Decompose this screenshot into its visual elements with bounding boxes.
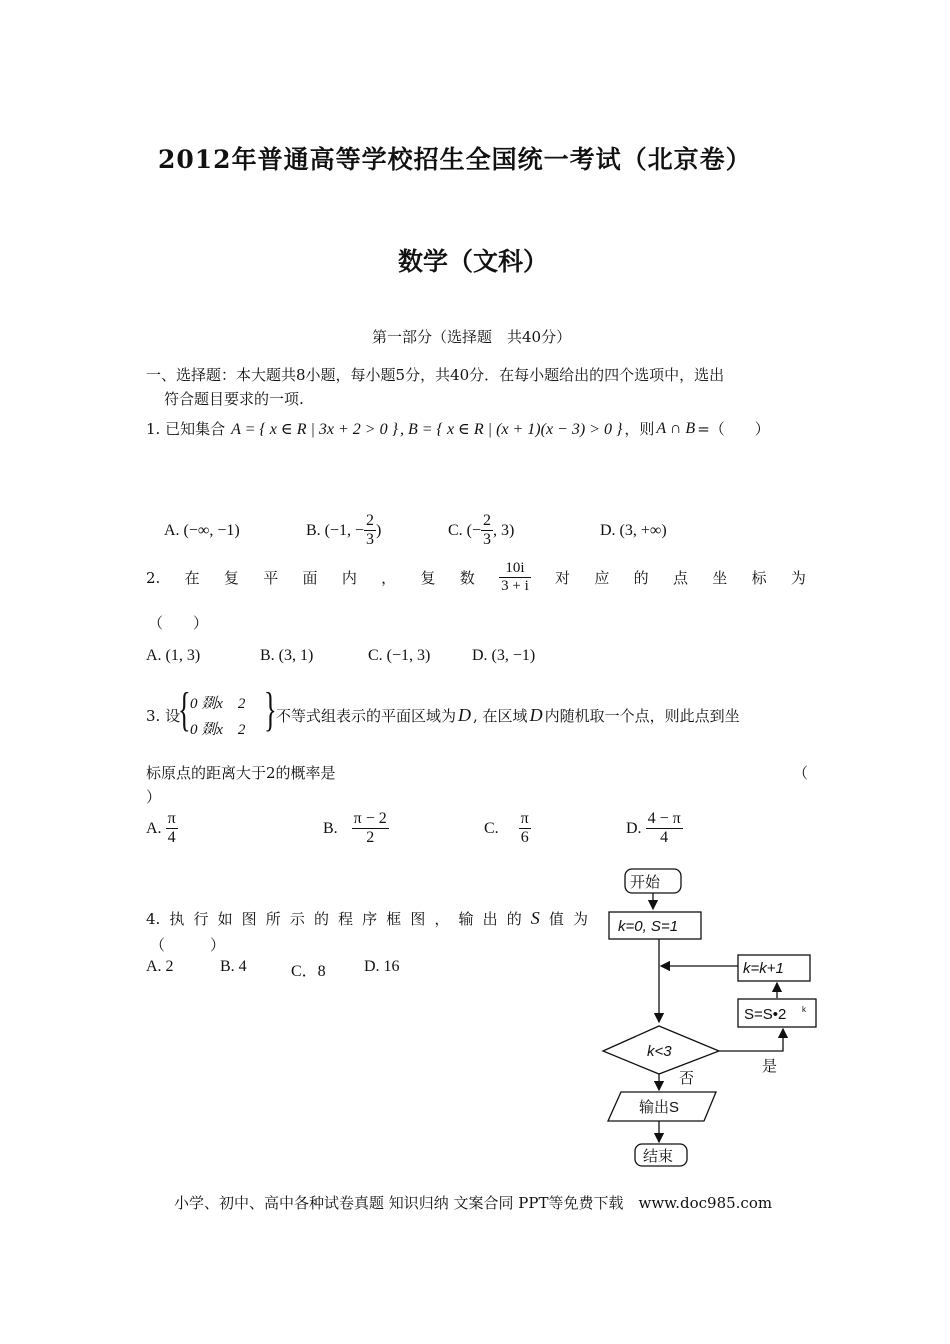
q1-option-b: B. (−1, − $\frac{2}{3}$ ) [306, 512, 382, 548]
flowchart-update-label: S=S•2 [744, 1006, 787, 1023]
q3-text: 内随机取一个点，则此点到坐 [544, 707, 740, 725]
q2-char: ， [381, 569, 397, 587]
q4-char: 程 [338, 910, 354, 928]
fraction [166, 810, 178, 847]
frac-den: 3 [366, 531, 375, 548]
q2-option-a: A. (1, 3) [146, 647, 201, 664]
part-heading: 第一部分（选择题 共40分） [372, 328, 572, 346]
q3-region: D [529, 705, 543, 725]
q4-char: 的 [313, 910, 329, 928]
q4-char: 行 [193, 910, 209, 928]
q1-prefix: 1. 已知集合 [146, 420, 226, 438]
q1-option-d: D. (3, +∞) [600, 522, 667, 539]
option-label: C. [484, 819, 499, 837]
fraction [519, 810, 531, 847]
flowchart-arrow [719, 1029, 783, 1051]
q1-tail: =（ ） [697, 420, 770, 438]
q4-char: 图 [410, 910, 426, 928]
q3-option-b [323, 810, 389, 847]
frac-num: 2 [483, 512, 492, 529]
q3-option-d [626, 810, 683, 847]
q1-option-c-tail: , 3) [493, 521, 515, 539]
question-4 [146, 908, 588, 929]
q4-char: 值 [548, 910, 564, 928]
q3-inequality-system [178, 683, 277, 742]
frac-den: 6 [520, 829, 529, 846]
q1-set-a: A = { x ∈ R | 3x + 2 > 0 } [231, 420, 398, 438]
flowchart-start-label: 开始 [630, 874, 661, 891]
q3-option-c [484, 810, 531, 847]
q2-char: 坐 [712, 569, 728, 587]
q4-char: 框 [386, 910, 402, 928]
frac-den: 4 [167, 829, 176, 846]
q3-prefix: 3. 设 [146, 707, 181, 725]
q4-char: 如 [217, 910, 233, 928]
frac-num: 10i [499, 560, 531, 578]
q2-char: 复 [223, 569, 239, 587]
q4-char: 出 [482, 910, 498, 928]
flowchart [595, 862, 840, 1172]
exam-subtitle: 数学（文科） [398, 247, 549, 276]
q4-option-b: B. 4 [220, 958, 247, 975]
q4-variable: S [530, 908, 540, 928]
q4-char: 的 [506, 910, 522, 928]
flowchart-end-label: 结束 [643, 1148, 674, 1165]
q2-char: 为 [790, 569, 806, 587]
q2-option-c: C. (−1, 3) [368, 647, 431, 664]
flowchart-yes-label: 是 [762, 1058, 778, 1075]
flowchart-output-label: 输出S [639, 1099, 680, 1116]
q1-ask: ，则 [624, 420, 655, 438]
q2-char: 的 [633, 569, 649, 587]
fraction [646, 810, 683, 847]
q2-char: 平 [263, 569, 279, 587]
section-instruction: 一、选择题：本大题共8小题，每小题5分，共40分．在每小题给出的四个选项中，选出 [146, 366, 725, 384]
frac-den: 2 [366, 829, 375, 846]
flowchart-inc-label: k=k+1 [743, 960, 784, 977]
flowchart-init-label: k=0, S=1 [618, 918, 679, 935]
q4-option-d: D. 16 [364, 958, 400, 975]
option-label: A. [146, 819, 162, 837]
q4-char: 示 [289, 910, 305, 928]
q3-text: 不等式组表示的平面区域为 [276, 707, 457, 725]
frac-den: 3 [483, 531, 492, 548]
q1-option-b-text: B. (−1, − [306, 521, 365, 539]
q1-expr: A ∩ B [656, 419, 696, 437]
q1-set-b: , B = { x ∈ R | (x + 1)(x − 3) > 0 } [399, 420, 623, 438]
frac-num: π [167, 810, 176, 827]
q2-char: 点 [672, 569, 688, 587]
frac-den: 4 [660, 829, 669, 846]
q4-char: 4. [146, 910, 161, 928]
q1-option-a: A. (−∞, −1) [164, 522, 240, 539]
q2-char: 应 [594, 569, 610, 587]
left-brace-icon: { [178, 683, 191, 736]
q3-system-row: 0 剟x 2 [190, 696, 246, 712]
q3-blank-close: ） [146, 788, 162, 806]
section-instruction-cont: 符合题目要求的一项. [164, 390, 304, 408]
fraction [481, 512, 493, 549]
q2-char: 对 [555, 569, 571, 587]
frac-num: 2 [366, 512, 375, 529]
flowchart-no-label: 否 [679, 1070, 695, 1087]
q2-char: 2. [146, 568, 161, 587]
q2-blank: （ ） [148, 614, 209, 632]
q3-region: D [458, 705, 472, 725]
flowchart-update-exponent: k [802, 1005, 806, 1014]
q4-option-c: C．8 [291, 963, 326, 980]
q4-char: 所 [265, 910, 281, 928]
q4-char: 执 [169, 910, 185, 928]
question-2 [146, 560, 806, 595]
q4-char: 序 [362, 910, 378, 928]
question-3 [276, 705, 740, 726]
option-label: D. [626, 819, 642, 837]
q1-option-c-text: C. (− [448, 521, 482, 539]
q3-blank-open: （ [793, 764, 809, 782]
frac-num: π [520, 810, 529, 827]
q2-char: 面 [302, 569, 318, 587]
q2-char: 在 [184, 569, 200, 587]
q3-system-row: 0 剟x 2 [190, 722, 246, 738]
q4-char: 为 [572, 910, 588, 928]
frac-den: 3 + i [501, 578, 529, 594]
q3-text: , 在区域 [473, 707, 528, 725]
q3-text-line2: 标原点的距离大于2的概率是 [146, 764, 336, 782]
q4-char: 图 [241, 910, 257, 928]
q2-char: 标 [751, 569, 767, 587]
q2-option-b: B. (3, 1) [260, 647, 314, 664]
q2-fraction [499, 560, 531, 595]
flowchart-condition-label: k<3 [647, 1043, 672, 1060]
q2-char: 复 [420, 569, 436, 587]
fraction [352, 810, 389, 847]
page-footer: 小学、初中、高中各种试卷真题 知识归纳 文案合同 PPT等免费下载 www.doc985.com [174, 1194, 773, 1212]
q4-char: ， [434, 910, 450, 928]
frac-num: 4 − π [647, 810, 681, 827]
q4-option-a: A. 2 [146, 958, 174, 975]
fraction [364, 512, 376, 549]
q1-option-c [448, 512, 514, 549]
frac-num: π − 2 [353, 810, 387, 827]
q4-char: 输 [458, 910, 474, 928]
q3-option-a [146, 810, 178, 847]
q2-char: 数 [459, 569, 475, 587]
exam-title: 2012年普通高等学校招生全国统一考试（北京卷） [158, 145, 752, 174]
question-1 [146, 418, 770, 439]
option-label: B. [323, 819, 338, 837]
right-brace-icon: } [264, 683, 277, 736]
q2-option-d: D. (3, −1) [472, 647, 536, 664]
q4-blank: （ ） [150, 936, 226, 954]
q2-char: 内 [341, 569, 357, 587]
